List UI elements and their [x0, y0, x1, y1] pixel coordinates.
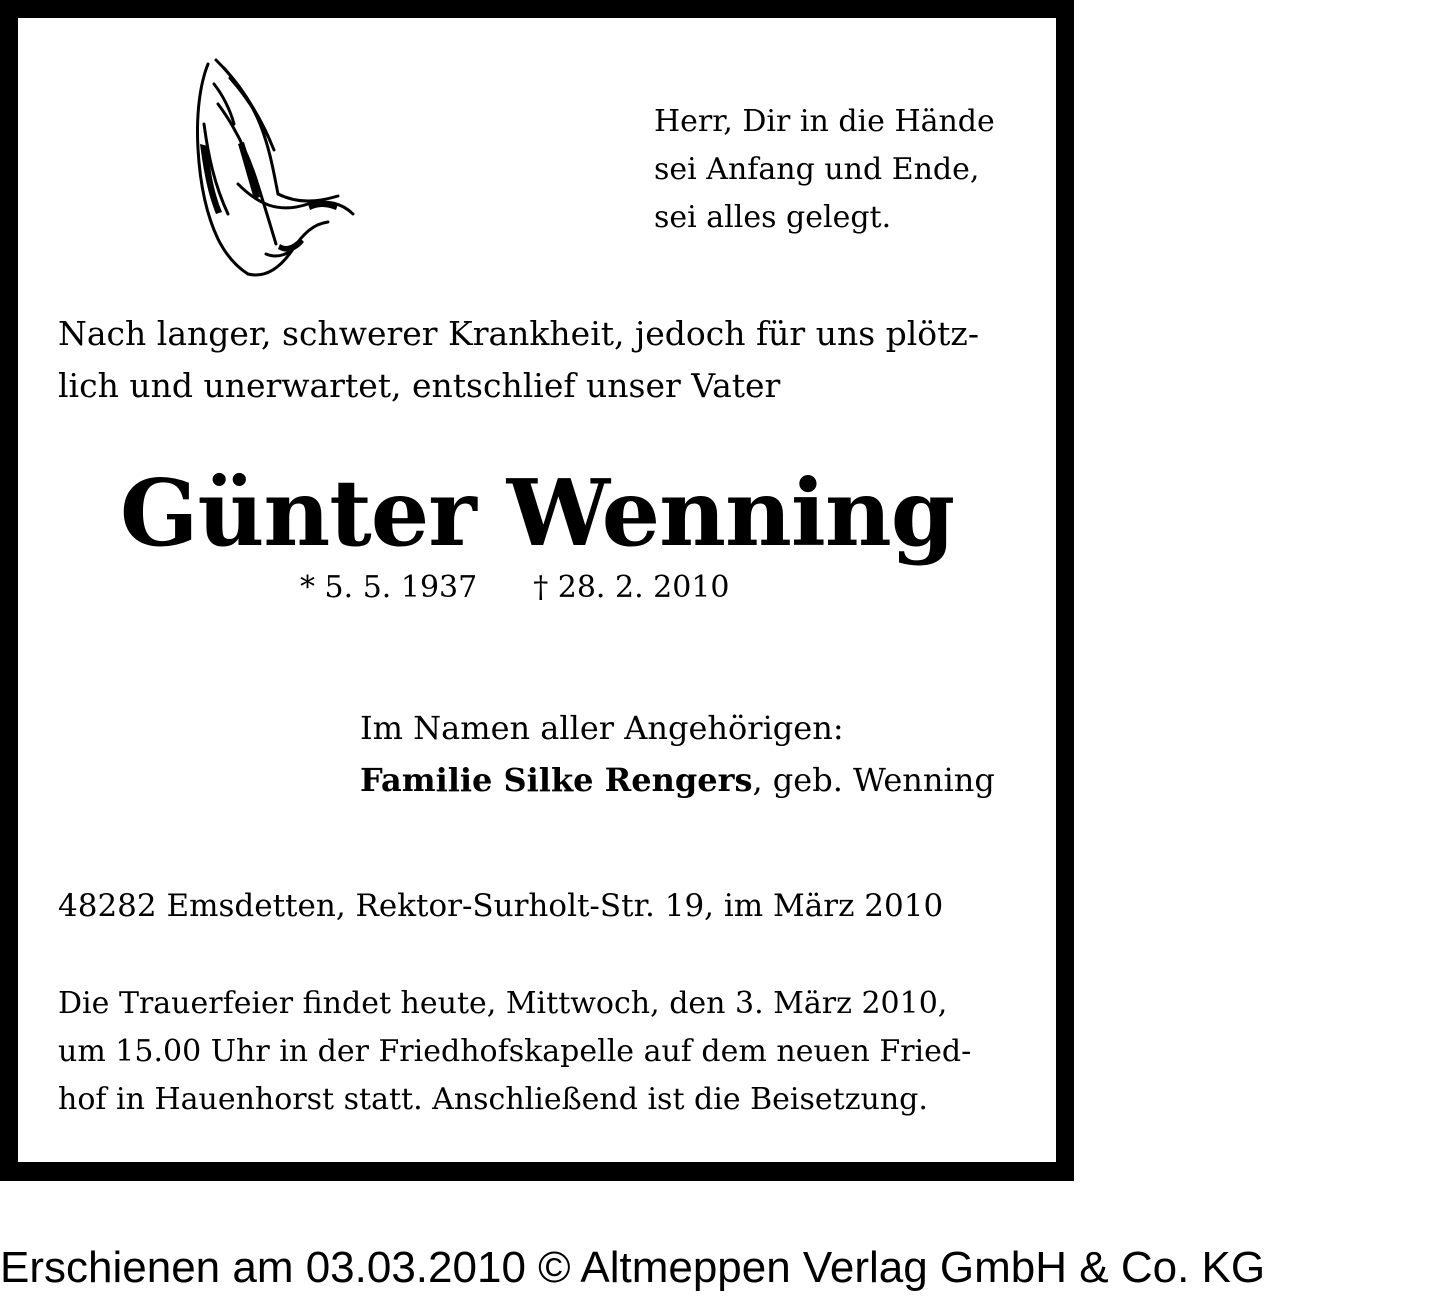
publication-footer: Erschienen am 03.03.2010 © Altmeppen Verlag GmbH & Co. KG [0, 1243, 1266, 1292]
signature-block [360, 702, 995, 806]
praying-hands-icon [178, 54, 358, 284]
motto-line: sei Anfang und Ende, [654, 152, 980, 187]
motto-verse [654, 98, 995, 242]
ceremony-line: hof in Hauenhorst statt. Anschließend ist die Beisetzung. [58, 1082, 928, 1117]
obituary-card [18, 18, 1056, 1162]
family-maiden-name: , geb. Wenning [752, 761, 995, 799]
ceremony-line: um 15.00 Uhr in der Friedhofskapelle auf dem neuen Fried- [58, 1034, 972, 1069]
intro-line: lich und unerwartet, entschlief unser Vater [58, 366, 781, 405]
deceased-name: Günter Wenning [119, 459, 955, 567]
intro-line: Nach langer, schwerer Krankheit, jedoch für uns plötz- [58, 314, 979, 353]
address-line: 48282 Emsdetten, Rektor-Surholt-Str. 19, im März 2010 [58, 888, 944, 924]
ceremony-line: Die Trauerfeier findet heute, Mittwoch, den 3. März 2010, [58, 986, 948, 1021]
signature-line: Im Namen aller Angehörigen: [360, 709, 844, 747]
motto-line: sei alles gelegt. [654, 200, 892, 235]
birth-date: * 5. 5. 1937 [300, 570, 478, 605]
family-name: Familie Silke Rengers [360, 761, 753, 799]
life-dates [300, 566, 730, 610]
intro-text [58, 308, 979, 412]
death-date: † 28. 2. 2010 [533, 570, 730, 605]
motto-line: Herr, Dir in die Hände [654, 104, 995, 139]
ceremony-info [58, 980, 971, 1124]
family-line [360, 754, 995, 806]
